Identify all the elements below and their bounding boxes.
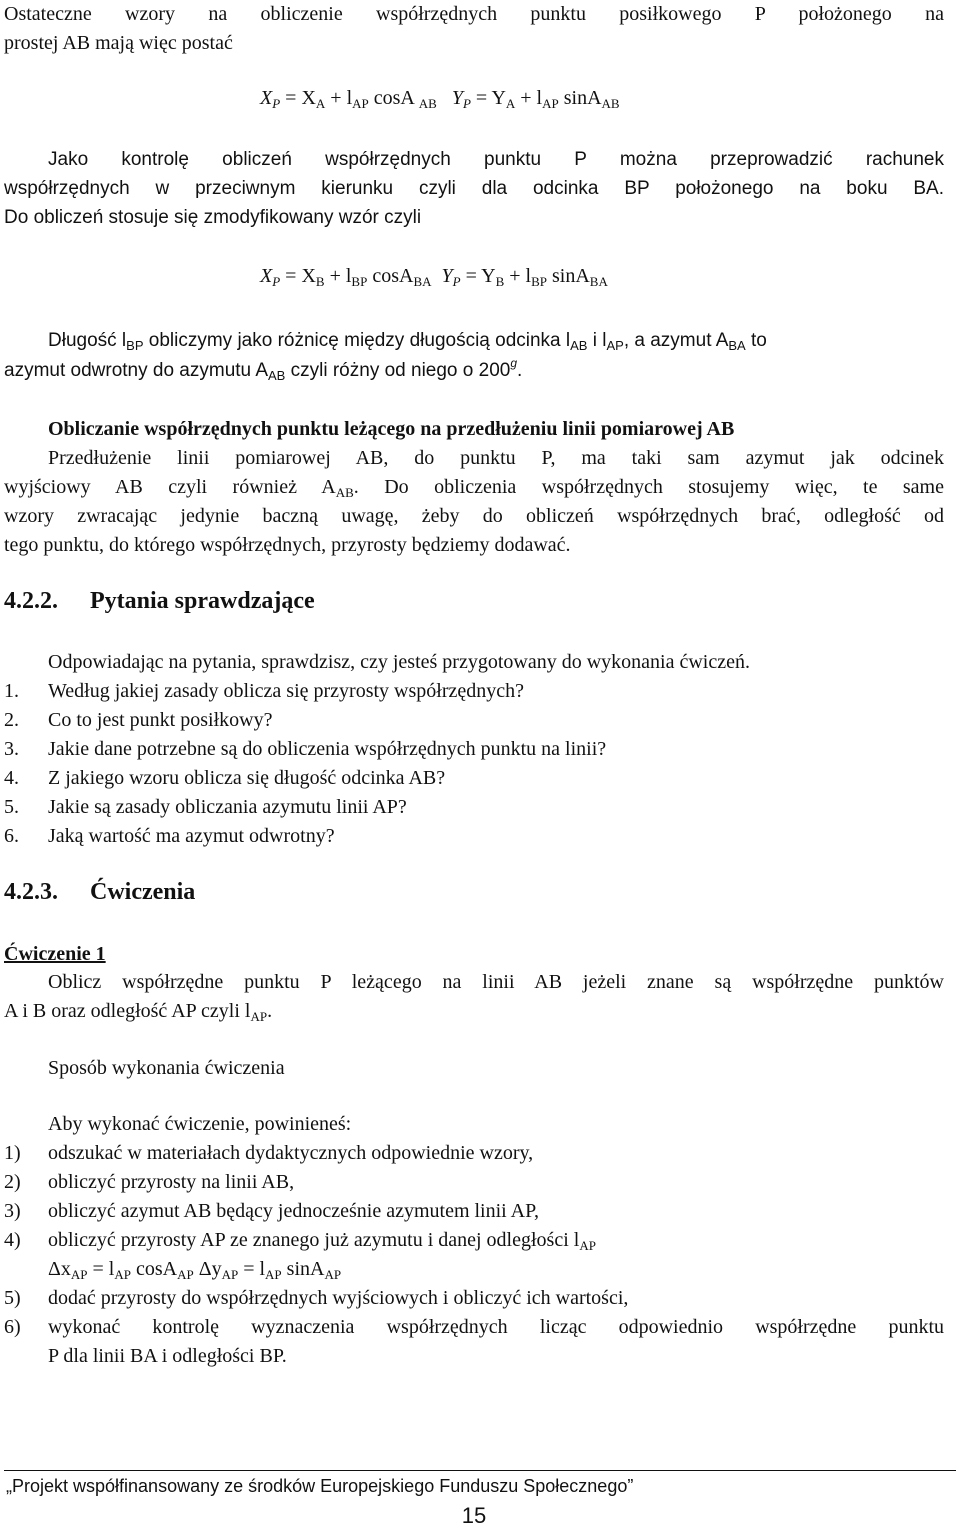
- questions-list: [4, 677, 944, 851]
- extension-line-1: Przedłużenie linii pomiarowej AB, do punktu P, ma taki sam azymut jak odcinek: [48, 447, 944, 469]
- control-line-1: Jako kontrolę obliczeń współrzędnych punktu P można przeprowadzić rachunek: [48, 149, 944, 170]
- exercise-method-heading: Sposób wykonania ćwiczenia: [48, 1057, 285, 1079]
- extension-section-title: Obliczanie współrzędnych punktu leżącego na przedłużeniu linii pomiarowej AB: [48, 418, 735, 440]
- exercise-steps-intro: Aby wykonać ćwiczenie, powinieneś:: [48, 1113, 352, 1135]
- control-line-2: współrzędnych w przeciwnym kierunku czyli dla odcinka BP położonego na boku BA.: [4, 178, 944, 199]
- formula-xp-yp-from-a: $X_P = X_A + l_{AP}$ cosA $_{AB}$ $Y_P = Y_A + l_{AP}$ sinA$_{AB}$: [260, 87, 620, 111]
- list-item: 5. Jakie są zasady obliczania azymutu linii AP?: [4, 796, 407, 818]
- footer-rule: [4, 1470, 956, 1471]
- list-item: 1) odszukać w materiałach dydaktycznych odpowiednie wzory,: [4, 1142, 534, 1164]
- list-item: 2. Co to jest punkt posiłkowy?: [4, 709, 273, 731]
- intro-line-1: Ostateczne wzory na obliczenie współrzędnych punktu posiłkowego P położonego na: [4, 3, 944, 25]
- extension-line-2: wyjściowy AB czyli również $A_{AB}$. Do obliczenia współrzędnych stosujemy więc, te same: [4, 476, 944, 500]
- intro-line-2: prostej AB mają więc postać: [4, 32, 233, 54]
- heading-exercises-title: Ćwiczenia: [90, 879, 196, 905]
- list-item: 2) obliczyć przyrosty na linii AB,: [4, 1171, 295, 1193]
- extension-line-4: tego punktu, do którego współrzędnych, przyrosty będziemy dodawać.: [4, 534, 571, 556]
- list-item: 6) wykonać kontrolę wyznaczenia współrzędnych licząc odpowiednio współrzędne punktu: [4, 1316, 944, 1338]
- questions-intro: Odpowiadając na pytania, sprawdzisz, czy jesteś przygotowany do wykonania ćwiczeń.: [48, 651, 750, 673]
- list-item: 5) dodać przyrosty do współrzędnych wyjściowych i obliczyć ich wartości,: [4, 1287, 629, 1309]
- heading-exercises-number: 4.2.3.: [4, 879, 58, 905]
- length-line-2: azymut odwrotny do azymutu $A_{AB}$ czyli różny od niego o 200$^g$.: [4, 356, 523, 383]
- heading-questions-number: 4.2.2.: [4, 588, 58, 614]
- exercise-1-line-2: A i B oraz odległość AP czyli $l_{AP}$.: [4, 1000, 273, 1024]
- footer-text: „Projekt współfinansowany ze środków Europejskiego Funduszu Społecznego”: [6, 1476, 634, 1496]
- heading-questions-title: Pytania sprawdzające: [90, 588, 315, 614]
- length-line-1: Długość $l_{BP}$ obliczymy jako różnicę między długością odcinka $l_{AB}$ i $l_{AP}$, a azymut $A_{BA}$ to: [48, 330, 767, 353]
- list-item: 6. Jaką wartość ma azymut odwrotny?: [4, 825, 335, 847]
- list-item: 1. Według jakiej zasady oblicza się przyrosty współrzędnych?: [4, 680, 524, 702]
- control-line-3: Do obliczeń stosuje się zmodyfikowany wzór czyli: [4, 207, 422, 228]
- page-number: 15: [461, 1503, 487, 1528]
- heading-questions: [4, 588, 315, 615]
- formula-xp-yp-from-b: $X_P = X_B + l_{BP}$ cosA$_{BA}$ $Y_P = Y_B + l_{BP}$ sinA$_{BA}$: [260, 265, 608, 289]
- step-4-formula: $\Delta x_{AP} = l_{AP}$ cosA$_{AP}$ $\Delta y_{AP} = l_{AP}$ sinA$_{AP}$: [48, 1258, 342, 1282]
- exercise-1-line-1: Oblicz współrzędne punktu P leżącego na linii AB jeżeli znane są współrzędne punktów: [48, 971, 944, 993]
- exercise-steps-list: [4, 1139, 944, 1371]
- exercise-1-title: Ćwiczenie 1: [4, 943, 106, 965]
- list-item: 4) obliczyć przyrosty AP ze znanego już azymutu i danej odległości $l_{AP}$: [4, 1229, 596, 1253]
- heading-exercises: [4, 879, 195, 906]
- list-item: 4. Z jakiego wzoru oblicza się długość odcinka AB?: [4, 767, 446, 789]
- extension-line-3: wzory zwracając jedynie baczną uwagę, żeby do obliczeń współrzędnych brać, odległość od: [4, 505, 944, 527]
- list-item-continuation: P dla linii BA i odległości BP.: [48, 1345, 287, 1367]
- list-item: 3. Jakie dane potrzebne są do obliczenia współrzędnych punktu na linii?: [4, 738, 607, 760]
- list-item: 3) obliczyć azymut AB będący jednocześnie azymutem linii AP,: [4, 1200, 539, 1222]
